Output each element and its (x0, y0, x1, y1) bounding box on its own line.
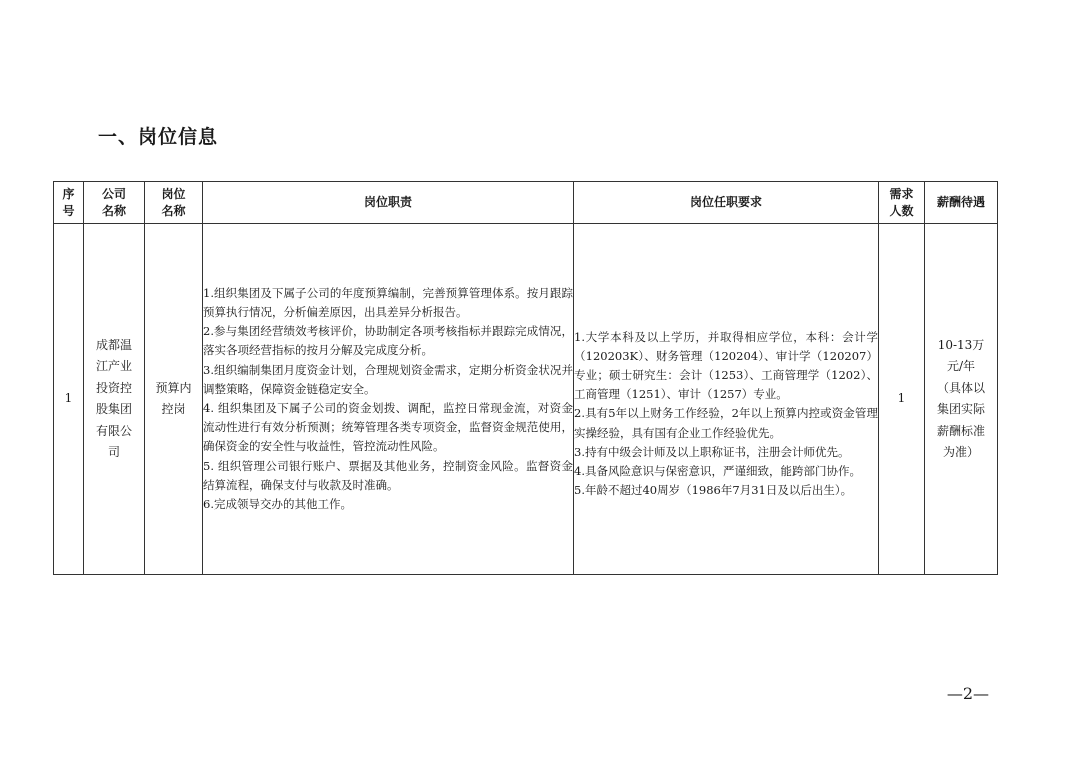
header-duties: 岗位职责 (203, 182, 574, 224)
job-info-table (53, 181, 998, 575)
header-requirements: 岗位任职要求 (574, 182, 879, 224)
header-seq: 序号 (54, 182, 84, 224)
page-number: —2— (946, 684, 989, 703)
duty-item: 4. 组织集团及下属子公司的资金划拨、调配，监控日常现金流，对资金流动性进行有效分析预测；统筹管理各类专项资金，监督资金规范使用，确保资金的安全性与收益性，管控流动性风险。 (203, 401, 573, 454)
duty-item: 2.参与集团经营绩效考核评价，协助制定各项考核指标并跟踪完成情况，落实各项经营指标的按月分解及完成度分析。 (203, 324, 573, 358)
requirement-item: 2.具有5年以上财务工作经验，2年以上预算内控或资金管理实操经验，具有国有企业工作经验优先。 (574, 406, 878, 440)
cell-salary: 10-13万元/年（具体以集团实际薪酬标准为准） (925, 224, 998, 575)
duty-item: 5. 组织管理公司银行账户、票据及其他业务，控制资金风险。监督资金结算流程，确保支付与收款及时准确。 (203, 458, 573, 492)
cell-duties (203, 224, 574, 575)
cell-seq: 1 (54, 224, 84, 575)
table-header-row (54, 182, 998, 224)
requirement-item: 3.持有中级会计师及以上职称证书，注册会计师优先。 (574, 444, 850, 459)
header-company: 公司名称 (84, 182, 145, 224)
cell-company: 成都温江产业投资控股集团有限公司 (84, 224, 145, 575)
header-headcount: 需求人数 (879, 182, 925, 224)
header-position: 岗位名称 (145, 182, 203, 224)
cell-requirements (574, 224, 879, 575)
duty-item: 3.组织编制集团月度资金计划，合理规划资金需求，定期分析资金状况并调整策略，保障资金链稳定安全。 (203, 362, 573, 396)
duty-item: 6.完成领导交办的其他工作。 (203, 497, 352, 512)
duty-item: 1.组织集团及下属子公司的年度预算编制，完善预算管理体系。按月跟踪预算执行情况，分析偏差原因，出具差异分析报告。 (203, 285, 573, 319)
header-salary: 薪酬待遇 (925, 182, 998, 224)
table-row (54, 224, 998, 575)
requirement-item: 1.大学本科及以上学历，并取得相应学位，本科：会计学（120203K）、财务管理（120204）、审计学（120207）专业；硕士研究生：会计（1253）、工商管理学（1202）、工商管理（1251）、审计（1257）专业。 (574, 329, 878, 402)
section-title: 一、岗位信息 (98, 126, 219, 148)
cell-headcount: 1 (879, 224, 925, 575)
cell-position: 预算内控岗 (145, 224, 203, 575)
requirement-item: 4.具备风险意识与保密意识，严谨细致，能跨部门协作。 (574, 464, 861, 478)
requirement-item: 5.年龄不超过40周岁（1986年7月31日及以后出生）。 (574, 483, 853, 498)
